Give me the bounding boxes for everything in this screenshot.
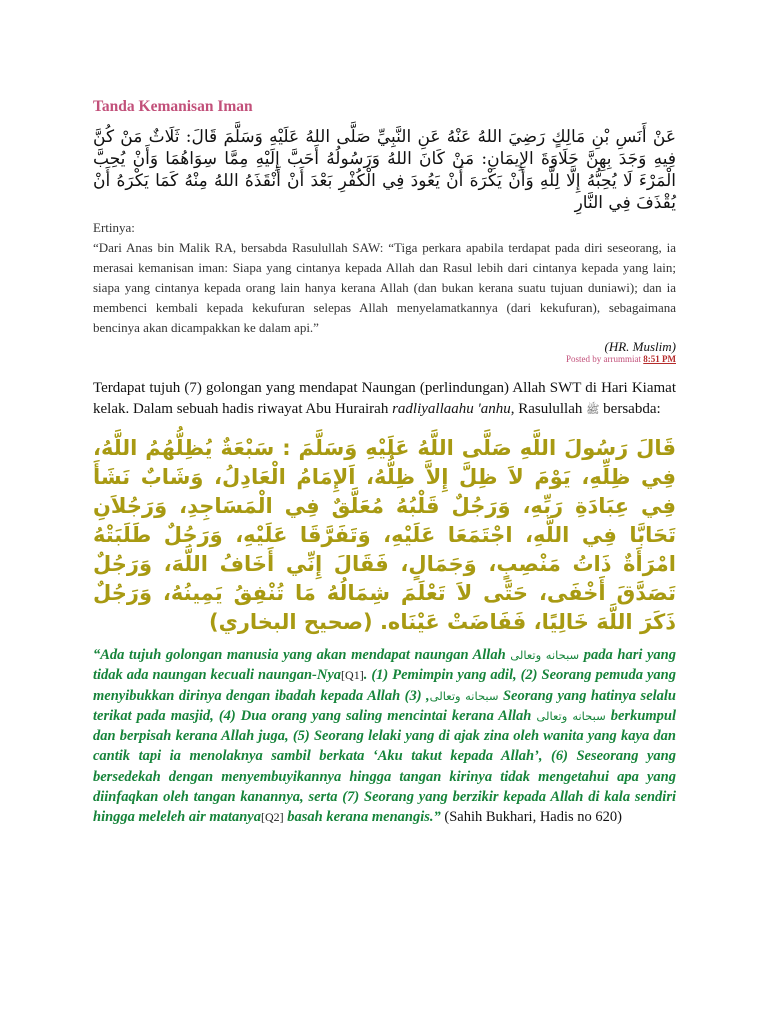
page-title: Tanda Kemanisan Iman xyxy=(93,98,253,115)
translation-text-3: . (1) Pemimpin yang adil, (2) Seorang pemuda yang menyibukkan dirinya dengan ibadah kepada Allah xyxy=(93,667,676,704)
intro-text-2: , Rasulullah xyxy=(510,401,587,417)
footnote-link-q2[interactable]: [Q2] xyxy=(260,810,284,825)
intro-italic: radliyallaahu 'anhu xyxy=(392,401,511,417)
intro-text-3: bersabda: xyxy=(599,401,661,417)
hadith-translation: “Dari Anas bin Malik RA, bersabda Rasulullah SAW: “Tiga perkara apabila terdapat pada diri seseorang, ia merasai kemanisan iman: Siapa yang cintanya kepada Allah dan Rasul lebih dari cintanya kepada yang lain; siapa yang cintanya kepada orang lain hanya kerana Allah (dan bukan kerana suatu tujuan duniawi); dan ia membenci kembali kepada kekufuran selepas Allah menyelamatkannya (dari kekufuran), sebagaimana bencinya akan dicampakkan ke dalam api.” xyxy=(93,240,676,335)
saw-glyph-icon: ﷺ xyxy=(586,403,600,416)
footnote-link-q1[interactable]: [Q1] xyxy=(341,668,364,683)
seven-groups-translation xyxy=(93,645,676,828)
translation-label: Ertinya: xyxy=(93,220,135,235)
post-time-link[interactable]: 8:51 PM xyxy=(643,354,676,364)
hadith-source: (Sahih Bukhari, Hadis no 620) xyxy=(440,809,622,826)
posted-by-text: Posted by arrummiat xyxy=(566,354,641,364)
swt-calligraphy-3: سبحانه وتعالى xyxy=(536,708,606,723)
translation-text-5: berkumpul dan berpisah kerana Allah juga, (5) Seorang lelaki yang di ajak zina oleh wanita yang kaya dan cantik tapi ia menolaknya sambil berkata ‘Aku takut kepada Allah’, (6) Seseorang yang bersedekah dengan menyembuyikannya hingga tangan kirinya tidak mengetahui apa yang diinfaqkan oleh tangan kanannya, serta (7) Seorang yang berzikir kepada Allah di kala sendiri hingga meleleh air matanya xyxy=(93,707,676,826)
seven-groups-hadith-arabic: قَالَ رَسُولَ اللَّهِ صَلَّى اللَّهُ عَلَيْهِ وَسَلَّمَ : سَبْعَةٌ يُظِلُّهُمُ اللَّهُ، فِي ظِلِّهِ، يَوْمَ لاَ ظِلَّ إِلاَّ ظِلُّهُ، اَلإِمَامُ الْعَادِلُ، وَشَابٌ نَشَأَ فِي عِبَادَةِ رَبِّهِ، وَرَجُلٌ قَلْبُهُ مُعَلَّقٌ فِي الْمَسَاجِدِ، وَرَجُلاَنِ تَحَابَّا فِي اللَّهِ، اجْتَمَعَا عَلَيْهِ، وَتَفَرَّقَا عَلَيْهِ، وَرَجُلٌ طَلَبَتْهُ امْرَأَةٌ ذَاتُ مَنْصِبٍ، وَجَمَالٍ، فَقَالَ إِنِّي أَخَافُ اللَّهَ، وَرَجُلٌ تَصَدَّقَ أَخْفَى، حَتَّى لاَ تَعْلَمَ شِمَالُهُ مَا تُنْفِقُ يَمِينُهُ، وَرَجُلٌ ذَكَرَ اللَّهَ خَالِيًا، فَفَاضَتْ عَيْنَاه. (صحيح البخاري) xyxy=(93,436,676,634)
hadith-reference: (HR. Muslim) xyxy=(604,339,676,354)
post-meta xyxy=(93,354,676,364)
translation-text-6: basah kerana menangis.” xyxy=(283,809,441,826)
translation-text-2: pada hari yang tidak ada naungan kecuali naungan-Nya xyxy=(93,647,676,684)
swt-calligraphy-2: سبحانه وتعالى xyxy=(429,688,499,703)
intro-paragraph xyxy=(93,378,676,420)
translation-text-1: “Ada tujuh golongan manusia yang akan mendapat naungan Allah xyxy=(93,647,511,663)
swt-calligraphy-1: سبحانه وتعالى xyxy=(510,648,580,662)
intro-text-1: Terdapat tujuh (7) golongan yang mendapat Naungan (perlindungan) Allah SWT di Hari Kiamat kelak. Dalam sebuah hadis riwayat Abu Hurairah xyxy=(93,380,676,417)
hadith-arabic-text: عَنْ أَنَسِ بْنِ مَالِكٍ رَضِيَ اللهُ عَنْهُ عَنِ النَّبِيِّ صَلَّى اللهُ عَلَيْهِ وَسَلَّمَ قَالَ: ثَلَاثٌ مَنْ كُنَّ فِيهِ وَجَدَ بِهِنَّ حَلَاوَةَ الإِيمَانِ: مَنْ كَانَ اللهُ وَرَسُولُهُ أَحَبَّ إِلَيْهِ مِمَّا سِوَاهُمَا وَأَنْ يُحِبَّ الْمَرْءَ لَا يُحِبُّهُ إِلَّا لِلَّهِ وَأَنْ يَكْرَهَ أَنْ يَعُودَ فِي الْكُفْرِ بَعْدَ أَنْ أَنْقَذَهُ اللهُ مِنْهُ كَمَا يَكْرَهُ أَنْ يُقْذَفَ فِي النَّارِ xyxy=(93,127,676,213)
translation-text-4: , (3) Seorang yang hatinya selalu terikat pada masjid, (4) Dua orang yang saling mencintai kerana Allah xyxy=(93,687,676,724)
document-page xyxy=(93,98,676,828)
